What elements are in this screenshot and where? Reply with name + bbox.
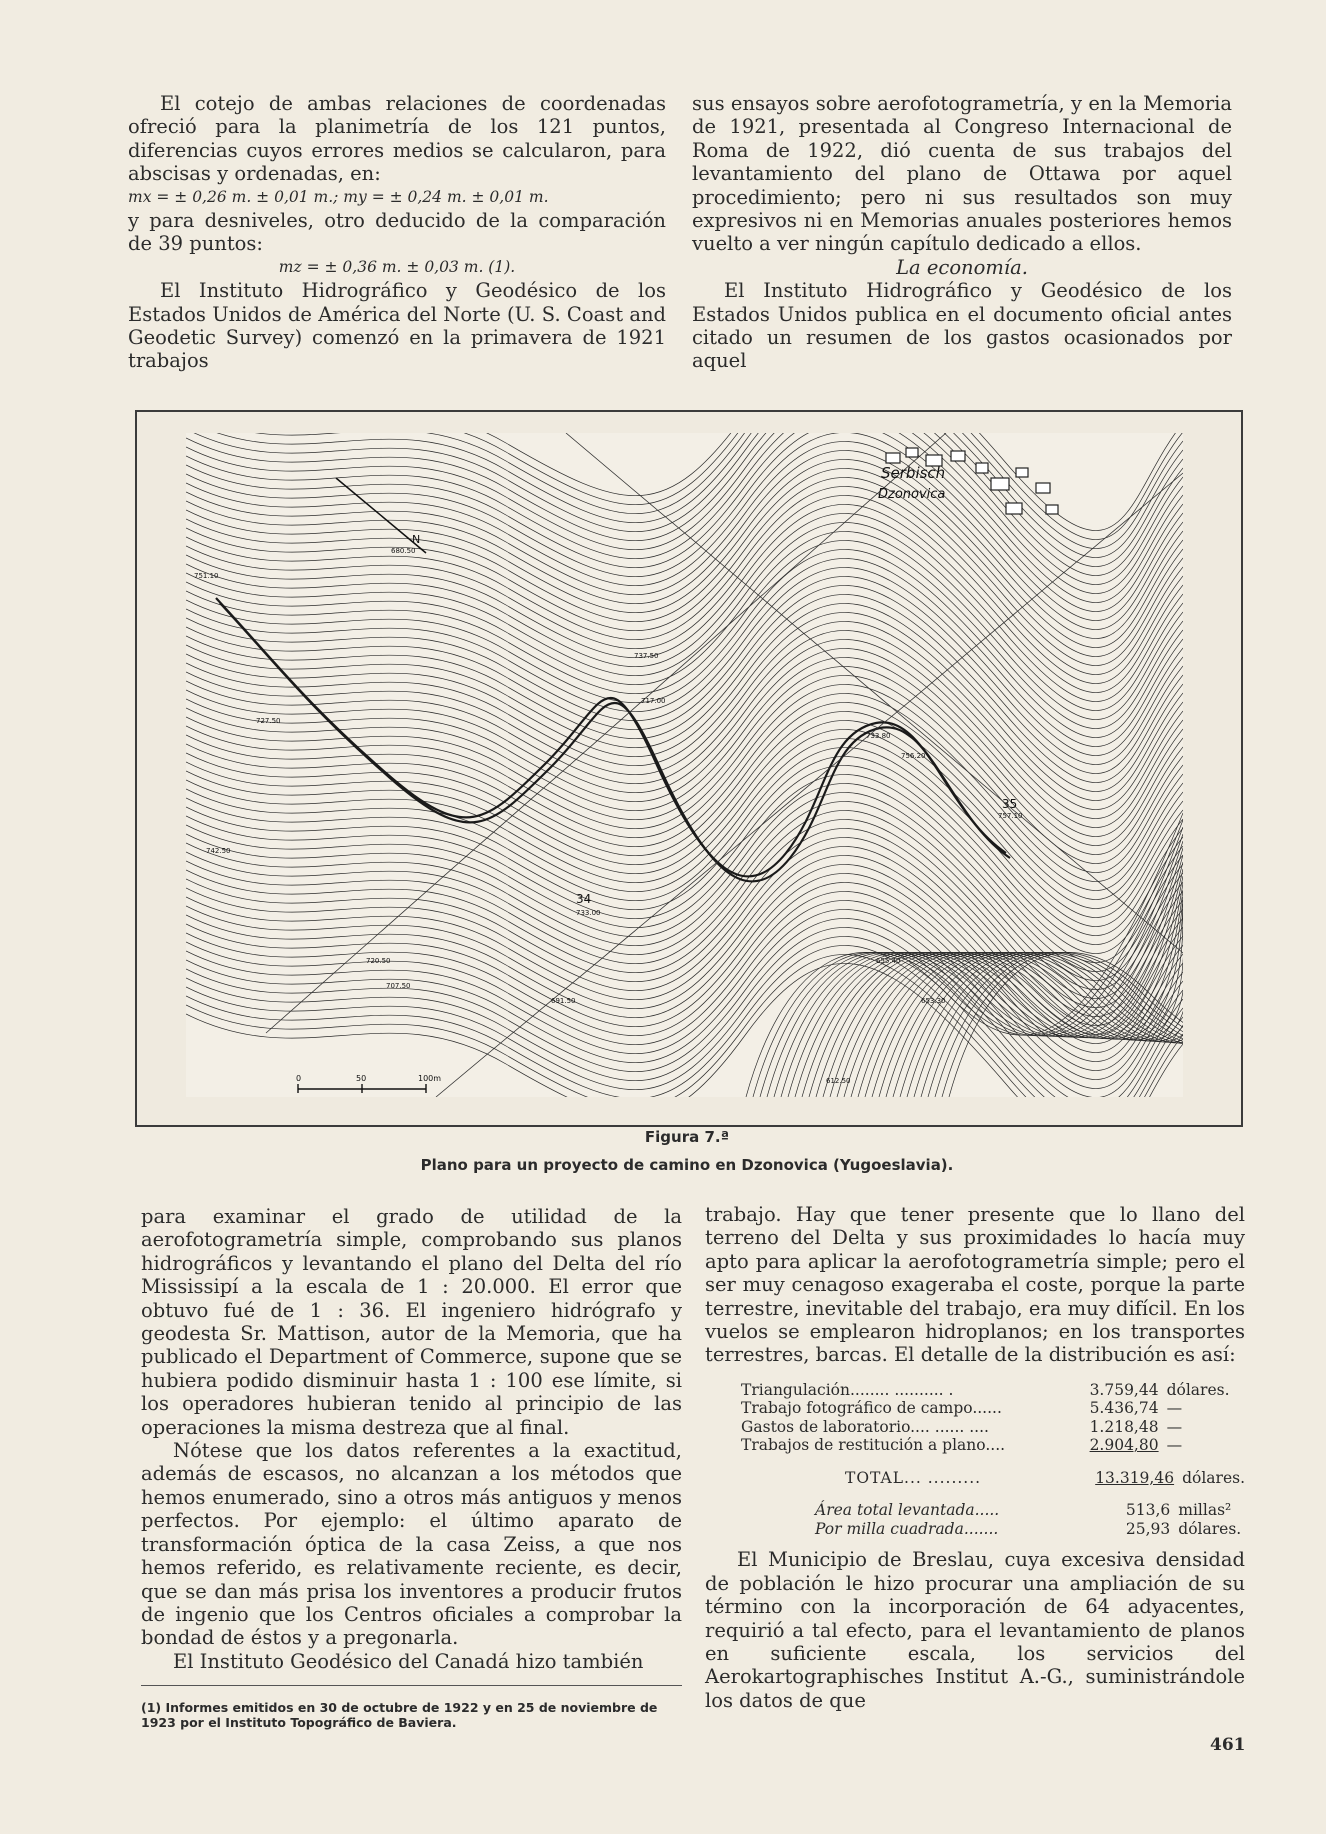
elevation-label: 680.50 [391, 547, 416, 555]
section-heading: La economía. [896, 255, 1028, 279]
formula-mz: mz = ± 0,36 m. ± 0,03 m. (1). [278, 257, 516, 276]
point-label: 35 [1002, 797, 1018, 811]
cost-unit: — [1166, 1436, 1183, 1455]
map-label-town: Serbisch [881, 464, 946, 482]
cost-label: Trabajos de restitución a plano.... [741, 1436, 1006, 1455]
left-column-bottom [141, 1205, 682, 1673]
total-value: 13.319,46 [1095, 1468, 1175, 1487]
paragraph: trabajo. Hay que tener presente que lo llano del terreno del Delta y sus proximidades lo hacía muy apto para aplicar la aerofotogrametría simple; pero el ser muy cenagoso exageraba el coste, porque la parte terrestre, inevitable del trabajo, era muy difícil. En los vuelos se emplearon hidroplanos; en los transportes terrestres, barcas. El detalle de la distribución es así: [705, 1203, 1245, 1367]
area-unit: millas² [1178, 1501, 1232, 1520]
right-column-bottom [705, 1203, 1245, 1712]
elevation-label: 742.50 [206, 847, 231, 855]
elevation-label: 653.30 [921, 997, 946, 1005]
north-label: N [412, 533, 421, 546]
elevation-label: 720.50 [366, 957, 391, 965]
cost-value: 2.904,80 [1089, 1436, 1159, 1455]
table-area-row [705, 1501, 1245, 1520]
area-value: 513,6 [1125, 1501, 1171, 1520]
paragraph: El Municipio de Breslau, cuya excesiva densidad de población le hizo procurar una ampliación de su término con la incorporación de 64 adyacentes, requirió a tal efecto, para el levantamiento de planos en suficiente escala, los servicios del Aerokartographisches Institut A.-G., suministrándole los datos de que [705, 1548, 1245, 1712]
total-unit: dólares. [1182, 1468, 1245, 1487]
elevation-label: 612.50 [826, 1077, 851, 1085]
page-number: 461 [1210, 1735, 1246, 1755]
elevation-label: 707.50 [386, 982, 411, 990]
cost-value: 5.436,74 [1089, 1399, 1159, 1418]
table-row [705, 1381, 1245, 1400]
table-row [705, 1418, 1245, 1437]
figure-number: Figura 7.ª [644, 1128, 730, 1146]
paragraph: El cotejo de ambas relaciones de coordenadas ofreció para la planimetría de los 121 puntos, diferencias cuyos errores medios se calcularon, para abscisas y ordenadas, en: [128, 92, 666, 186]
elevation-label: 727.50 [256, 717, 281, 725]
table-total-row [705, 1469, 1245, 1488]
cost-unit: — [1166, 1417, 1183, 1436]
paragraph: para examinar el grado de utilidad de la aerofotogrametría simple, comprobando sus planos hidrográficos y levantando el plano del Delta del río Mississipí a la escala de 1 : 20.000. El error que obtuvo fué de 1 : 36. El ingeniero hidrógrafo y geodesta Sr. Mattison, autor de la Memoria, que ha publicado el Department of Commerce, supone que se hubiera podido disminuir hasta 1 : 100 ese límite, si los operadores hubieran tenido al principio de las operaciones la misma destreza que al final. [141, 1205, 682, 1439]
point-label: 34 [576, 892, 592, 906]
per-mile-value: 25,93 [1125, 1519, 1171, 1538]
footnote: (1) Informes emitidos en 30 de octubre de 1922 y en 25 de noviembre de 1923 por el Instituto Topográfico de Baviera. [141, 1685, 682, 1730]
paragraph: El Instituto Hidrográfico y Geodésico de los Estados Unidos de América del Norte (U. S. Coast and Geodetic Survey) comenzó en la primavera de 1921 trabajos [128, 279, 666, 373]
cost-unit: dólares. [1166, 1380, 1230, 1399]
left-column-top [128, 92, 666, 373]
table-per-mile-row [705, 1520, 1245, 1539]
per-mile-label: Por milla cuadrada....... [815, 1519, 999, 1538]
cost-value: 3.759,44 [1089, 1380, 1159, 1399]
scale-label: 100m [418, 1074, 442, 1083]
cost-label: Triangulación........ .......... . [741, 1380, 954, 1399]
scale-label: 50 [356, 1074, 367, 1083]
cost-value: 1.218,48 [1089, 1417, 1159, 1436]
scale-label: 0 [296, 1074, 302, 1083]
elevation-label: 655.40 [876, 957, 901, 965]
cost-label: Trabajo fotográfico de campo...... [741, 1399, 1002, 1418]
elevation-label: 733.80 [866, 732, 891, 740]
elevation-label: 756.20 [901, 752, 926, 760]
elevation-label: 691.50 [551, 997, 576, 1005]
area-label: Área total levantada..... [815, 1501, 1000, 1520]
paragraph: sus ensayos sobre aerofotogrametría, y en la Memoria de 1921, presentada al Congreso Internacional de Roma de 1922, dió cuenta de sus trabajos del levantamiento del plano de Ottawa por aquel procedimiento; pero ni sus resultados son muy expresivos ni en Memorias anuales posteriores hemos vuelto a ver ningún capítulo dedicado a ellos. [692, 92, 1232, 256]
elevation-label: 757.10 [998, 812, 1023, 820]
paragraph: y para desniveles, otro deducido de la comparación de 39 puntos: [128, 209, 666, 256]
paragraph: Nótese que los datos referentes a la exactitud, además de escasos, no alcanzan a los métodos que hemos enumerado, sino a otros más antiguos y menos perfectos. Por ejemplo: el último aparato de transformación óptica de la casa Zeiss, a que nos hemos referido, es relativamente reciente, es decir, que se dan más prisa los inventores a producir frutos de ingenio que los Centros oficiales a comprobar la bondad de éstos y a pregonarla. [141, 1439, 682, 1650]
topographic-map [186, 433, 1183, 1097]
cost-table [705, 1381, 1245, 1539]
cost-unit: — [1166, 1399, 1183, 1418]
per-mile-unit: dólares. [1178, 1519, 1242, 1538]
paragraph: El Instituto Geodésico del Canadá hizo también [173, 1649, 644, 1673]
map-label-town: Dzonovica [878, 487, 946, 502]
table-row [705, 1399, 1245, 1418]
cost-label: Gastos de laboratorio.... ...... .... [741, 1417, 989, 1436]
paragraph: El Instituto Hidrográfico y Geodésico de los Estados Unidos publica en el documento oficial antes citado un resumen de los gastos ocasionados por aquel [692, 279, 1232, 373]
elevation-label: 751.10 [194, 572, 219, 580]
elevation-label: 737.50 [634, 652, 659, 660]
right-column-top [692, 92, 1232, 373]
elevation-label: 733.00 [576, 909, 601, 917]
figure-caption: Plano para un proyecto de camino en Dzonovica (Yugoeslavia). [420, 1156, 954, 1174]
formula-mx-my: mx = ± 0,26 m. ± 0,01 m.; my = ± 0,24 m. ± 0,01 m. [128, 187, 549, 206]
elevation-label: 717.00 [641, 697, 666, 705]
total-label: TOTAL... ......... [845, 1468, 982, 1487]
table-row [705, 1436, 1245, 1455]
